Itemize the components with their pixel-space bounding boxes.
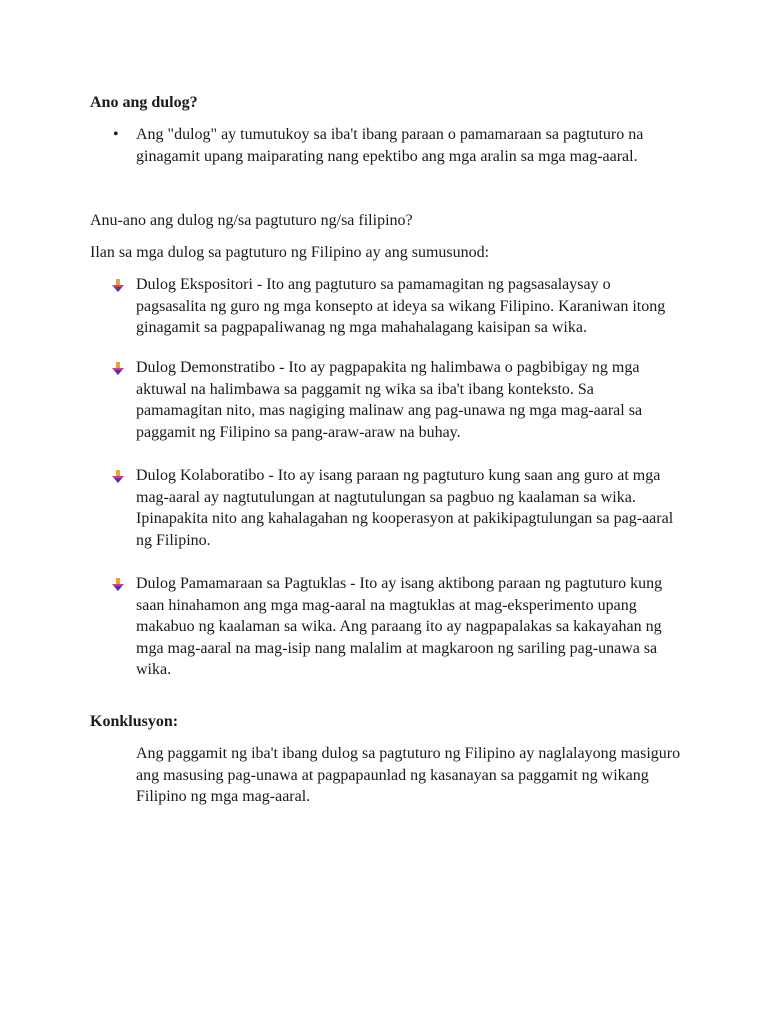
conclusion-heading: Konklusyon: bbox=[90, 713, 179, 730]
round-bullet-icon: • bbox=[113, 126, 119, 143]
list-item-kolaboratibo: Dulog Kolaboratibo - Ito ay isang paraan ng pagtuturo kung saan ang guro at mga mag-aaral ay nagtutulungan at nagtutulungan sa pagbuo ng kaalaman sa wika. Ipinapakita nito ang kahalagahan ng kooperasyon at pakikipagtulungan sa pag-aaral ng Filipino. bbox=[136, 467, 674, 549]
list-item-ekspositori: Dulog Ekspositori - Ito ang pagtuturo sa pamamagitan ng pagsasalaysay o pagsasalita ng guro ng mga konsepto at ideya sa wikang Filipino. Karaniwan itong ginagamit sa pagpapaliwanag ng mga mahahalagang kaisipan sa wika. bbox=[136, 276, 666, 336]
colored-arrow-bullet-icon bbox=[112, 470, 124, 484]
list-item-pagtuklas: Dulog Pamamaraan sa Pagtuklas - Ito ay isang aktibong paraan ng pagtuturo kung saan hinahamon ang mga mag-aaral na magtuklas at mag-eksperimento upang makabuo ng kaalaman sa wika. Ang paraang ito ay nagpapalakas sa kakayahan ng mga mag-aaral na mag-isip nang malalim at magkaroon ng sariling pag-unawa sa wika. bbox=[136, 575, 663, 678]
colored-arrow-bullet-icon bbox=[112, 279, 124, 293]
colored-arrow-bullet-icon bbox=[112, 578, 124, 592]
intro-text: Ilan sa mga dulog sa pagtuturo ng Filipino ay ang sumusunod: bbox=[90, 244, 490, 261]
conclusion-text: Ang paggamit ng iba't ibang dulog sa pagtuturo ng Filipino ay naglalayong masiguro ang masusing pag-unawa at pagpapaunlad ng kasanayan sa paggamit ng wikang Filipino ng mga mag-aaral. bbox=[136, 745, 681, 805]
section-heading-ano-ang-dulog: Ano ang dulog? bbox=[90, 94, 198, 111]
list-item-demonstratibo: Dulog Demonstratibo - Ito ay pagpapakita ng halimbawa o pagbibigay ng mga aktuwal na halimbawa sa paggamit ng wika sa iba't ibang konteksto. Sa pamamagitan nito, mas nagiging malinaw ang pag-unawa ng mga mag-aaral sa paggamit ng Filipino sa pang-araw-araw na buhay. bbox=[136, 359, 643, 441]
colored-arrow-bullet-icon bbox=[112, 362, 124, 376]
definition-bullet-text: Ang "dulog" ay tumutukoy sa iba't ibang paraan o pamamaraan sa pagtuturo na ginagamit upang maiparating nang epektibo ang mga aralin sa mga mag-aaral. bbox=[136, 126, 644, 165]
question-text: Anu-ano ang dulog ng/sa pagtuturo ng/sa filipino? bbox=[90, 212, 413, 229]
